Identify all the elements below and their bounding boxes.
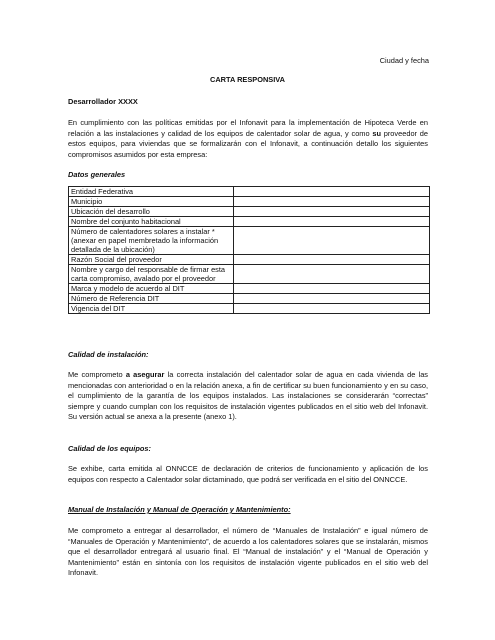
- table-row: [69, 265, 430, 284]
- table-row: [69, 294, 430, 304]
- table-row: [69, 197, 430, 207]
- table-cell-value[interactable]: [234, 227, 430, 255]
- table-cell-value[interactable]: [234, 197, 430, 207]
- table-cell-label: Entidad Federativa: [69, 187, 234, 197]
- table-cell-value[interactable]: [234, 187, 430, 197]
- calidad-equipos-paragraph: Se exhibe, carta emitida al ONNCCE de declaración de criterios de funcionamiento y aplicación de los equipos con respecto a Calentador solar dictaminado, que podrá ser verificada en el sitio del ONNCCE.: [68, 464, 428, 484]
- manual-heading: Manual de Instalación y Manual de Operación y Mantenimiento:: [68, 505, 291, 514]
- table-row: [69, 227, 430, 255]
- instalacion-text-2: la correcta instalación del calentador solar de agua en cada vivienda de las mencionadas con anterioridad o en la relación anexa, a fin de certificar su buen funcionamiento y en su caso, el cumplimiento de la garantía de los equipos instalados. Las instalaciones se considerarán “correctas” siempre y cuando cumplan con los requisitos de instalación vigentes publicados en el sitio web del Infonavit. Su versión actual se anexa a la presente (anexo 1).: [68, 370, 428, 422]
- table-cell-label: Número de calentadores solares a instalar * (anexar en papel membretado la información detallada de la ubicación): [69, 227, 234, 255]
- table-row: [69, 207, 430, 217]
- calidad-instalacion-paragraph: [68, 370, 428, 423]
- intro-text-2: proveedor de estos equipos, para viviendas que se formalizarán con el Infonavit, a continuación detallo los siguientes compromisos asumidos por esta empresa:: [68, 128, 429, 159]
- table-row: [69, 304, 430, 314]
- calidad-equipos-heading: Calidad de los equipos:: [68, 444, 151, 453]
- developer-line: Desarrollador XXXX: [68, 97, 138, 106]
- table-cell-label: Razón Social del proveedor: [69, 255, 234, 265]
- table-cell-value[interactable]: [234, 284, 430, 294]
- table-cell-label: Nombre y cargo del responsable de firmar esta carta compromiso, avalado por el proveedor: [69, 265, 234, 284]
- table-cell-label: Marca y modelo de acuerdo al DIT: [69, 284, 234, 294]
- instalacion-bold: a asegurar: [125, 370, 165, 379]
- datos-generales-heading: Datos generales: [68, 170, 126, 179]
- table-cell-value[interactable]: [234, 294, 430, 304]
- document-title: CARTA RESPONSIVA: [209, 75, 285, 84]
- table-cell-label: Municipio: [69, 197, 234, 207]
- table-cell-label: Nombre del conjunto habitacional: [69, 217, 234, 227]
- table-cell-value[interactable]: [234, 207, 430, 217]
- table-row: [69, 217, 430, 227]
- table-row: [69, 255, 430, 265]
- datos-generales-table: [68, 186, 430, 314]
- intro-text-1: En cumplimiento con las políticas emitidas por el Infonavit para la implementación de Hipoteca Verde en relación a las instalaciones y calidad de los equipos de calentador solar de agua, y como: [68, 118, 428, 138]
- instalacion-text-1: Me comprometo: [68, 370, 126, 379]
- table-row: [69, 187, 430, 197]
- table-cell-value[interactable]: [234, 265, 430, 284]
- manual-paragraph: Me comprometo a entregar al desarrollador, el número de “Manuales de Instalación” e igual número de “Manuales de Operación y Mantenimiento”, de acuerdo a los calentadores solares que se instalarán, mismos que el desarrollador entregará al usuario final. El “Manual de instalación” y el “Manual de Operación y Mantenimiento” están en sintonía con los requisitos de instalación vigente publicados en el sitio web del Infonavit.: [68, 526, 428, 578]
- intro-bold: su: [372, 128, 381, 138]
- table-cell-value[interactable]: [234, 217, 430, 227]
- table-cell-label: Número de Referencia DIT: [69, 294, 234, 304]
- table-cell-value[interactable]: [234, 255, 430, 265]
- table-cell-label: Ubicación del desarrollo: [69, 207, 234, 217]
- city-date: Ciudad y fecha: [379, 56, 429, 65]
- table-cell-label: Vigencia del DIT: [69, 304, 234, 314]
- calidad-instalacion-heading: Calidad de instalación:: [68, 350, 149, 359]
- table-cell-value[interactable]: [234, 304, 430, 314]
- intro-paragraph: [68, 118, 428, 160]
- table-row: [69, 284, 430, 294]
